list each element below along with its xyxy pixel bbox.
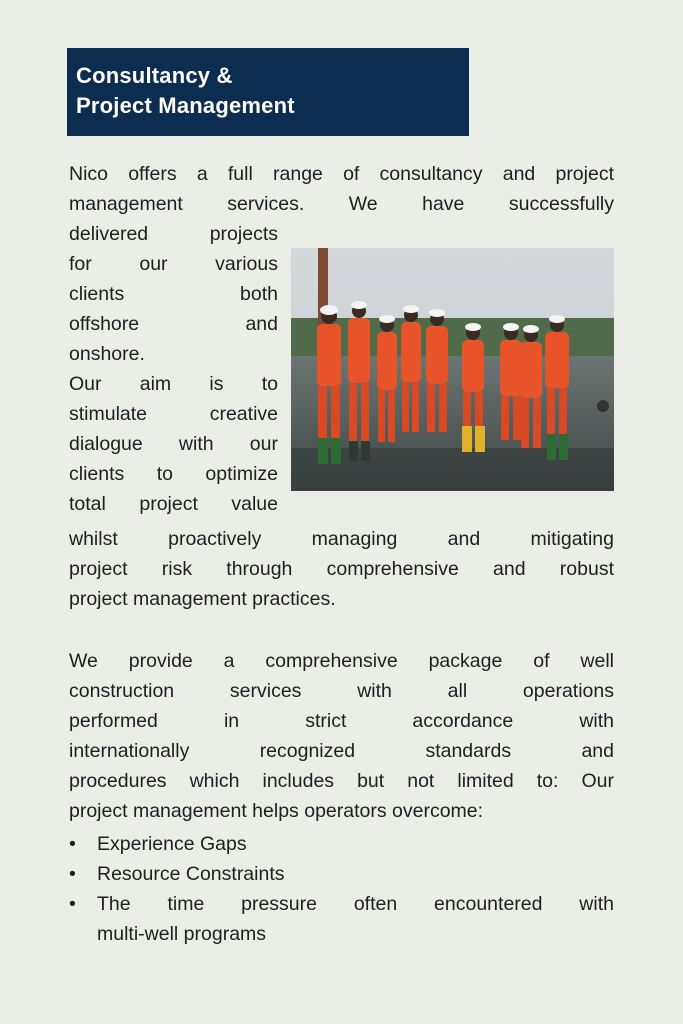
wrapped-line: onshore.: [69, 343, 145, 365]
paragraph2-line: construction services with all operations: [69, 680, 614, 702]
crew-photo: [291, 248, 614, 491]
paragraph2-line: performed in strict accordance with: [69, 710, 614, 732]
intro-line-1: Nico offers a full range of consultancy and project: [69, 163, 614, 185]
wrapped-line: clients to optimize: [69, 463, 278, 485]
wrapped-line: dialogue with our: [69, 433, 278, 455]
bullet-item-continuation: multi-well programs: [97, 923, 267, 945]
continuation-line: project management practices.: [69, 588, 336, 610]
bullet-dot-icon: •: [69, 893, 76, 915]
continuation-line: project risk through comprehensive and robust: [69, 558, 614, 580]
paragraph2-line: We provide a comprehensive package of well: [69, 650, 614, 672]
wrapped-line: for our various: [69, 253, 278, 275]
bullet-dot-icon: •: [69, 863, 76, 885]
wrapped-line: offshore and: [69, 313, 278, 335]
bullet-item: The time pressure often encountered with: [97, 893, 614, 915]
paragraph2-line: internationally recognized standards and: [69, 740, 614, 762]
wrapped-line: total project value: [69, 493, 278, 515]
bullet-dot-icon: •: [69, 833, 76, 855]
intro-line-2: management services. We have successfully: [69, 193, 614, 215]
section-title-banner: [67, 48, 469, 136]
bullet-item: Experience Gaps: [97, 833, 247, 855]
bullet-item: Resource Constraints: [97, 863, 285, 885]
wrapped-line: stimulate creative: [69, 403, 278, 425]
wrapped-line: delivered projects: [69, 223, 278, 245]
paragraph2-line: project management helps operators overcome:: [69, 800, 484, 822]
wrapped-line: Our aim is to: [69, 373, 278, 395]
title-line-2: Project Management: [76, 93, 295, 118]
continuation-line: whilst proactively managing and mitigating: [69, 528, 614, 550]
paragraph2-line: procedures which includes but not limited to: Our: [69, 770, 614, 792]
wrapped-line: clients both: [69, 283, 278, 305]
title-line-1: Consultancy &: [76, 63, 233, 88]
